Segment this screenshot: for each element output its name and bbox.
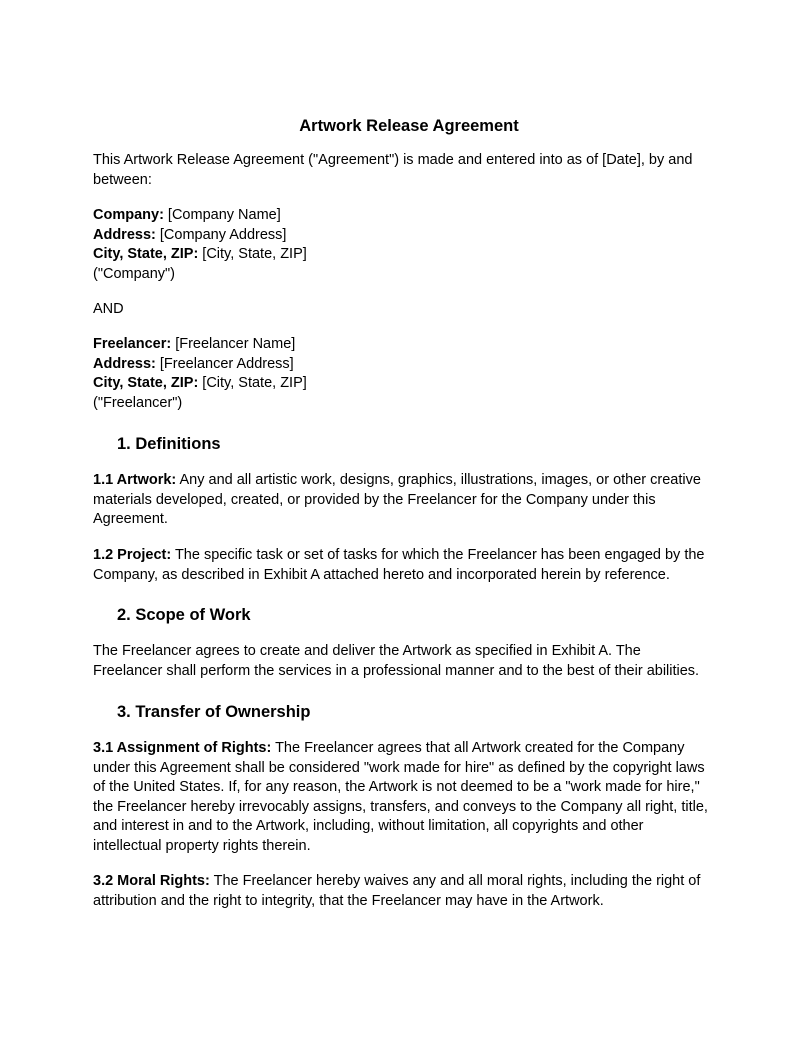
freelancer-address-line xyxy=(93,355,307,375)
intro-line: between: xyxy=(93,171,152,188)
clause-label: 3.1 Assignment of Rights: xyxy=(93,740,272,756)
freelancer-address-value: [Freelancer Address] xyxy=(155,355,294,372)
clause-line: Agreement. xyxy=(93,511,168,527)
clause-line: materials developed, created, or provided by the Freelancer for the Company under this xyxy=(93,491,656,508)
intro-paragraph xyxy=(93,151,692,190)
clause-label: 1.2 Project: xyxy=(93,547,172,563)
company-city-label: City, State, ZIP: xyxy=(93,246,199,262)
company-label: Company: xyxy=(93,207,164,223)
section-heading-scope-of-work: 2. Scope of Work xyxy=(117,606,251,624)
freelancer-city-line xyxy=(93,374,307,394)
clause-1-2 xyxy=(93,546,704,585)
clause-label: 1.1 Artwork: xyxy=(93,472,177,488)
company-address-label: Address: xyxy=(93,226,156,243)
clause-3-2 xyxy=(93,872,700,911)
company-value: [Company Name] xyxy=(163,207,281,223)
freelancer-designation: ("Freelancer") xyxy=(93,394,183,411)
section-heading-transfer-of-ownership: 3. Transfer of Ownership xyxy=(117,703,311,721)
clause-line: under this Agreement shall be considered "work made for hire" as defined by the copyright laws xyxy=(93,759,705,776)
body-line: The Freelancer agrees to create and deliver the Artwork as specified in Exhibit A. The xyxy=(93,643,641,659)
freelancer-label: Freelancer: xyxy=(93,336,172,352)
and-separator: AND xyxy=(93,301,124,317)
clause-line xyxy=(93,471,701,491)
clause-line xyxy=(93,872,700,892)
clause-text: Any and all artistic work, designs, graphics, illustrations, images, or other creative xyxy=(176,472,701,488)
clause-line: of the United States. If, for any reason, the Artwork is not deemed to be a "work made for hire," xyxy=(93,779,700,795)
clause-line: Company, as described in Exhibit A attached hereto and incorporated herein by reference. xyxy=(93,566,670,583)
company-city-line xyxy=(93,245,307,265)
company-address-value: [Company Address] xyxy=(155,226,287,243)
freelancer-city-value: [City, State, ZIP] xyxy=(198,375,307,391)
company-address-line xyxy=(93,226,307,246)
clause-text: The Freelancer agrees that all Artwork created for the Company xyxy=(271,740,685,756)
clause-3-1 xyxy=(93,739,708,856)
clause-label: 3.2 Moral Rights: xyxy=(93,873,210,889)
freelancer-name-line xyxy=(93,335,307,355)
section-heading-definitions: 1. Definitions xyxy=(117,435,221,453)
document-title: Artwork Release Agreement xyxy=(299,117,519,135)
freelancer-city-label: City, State, ZIP: xyxy=(93,375,199,391)
company-name-line xyxy=(93,206,307,226)
clause-line xyxy=(93,739,708,759)
scope-of-work-body xyxy=(93,642,699,681)
clause-line: and interest in and to the Artwork, including, without limitation, all copyrights and other xyxy=(93,818,644,834)
company-block xyxy=(93,206,307,284)
clause-text: The specific task or set of tasks for which the Freelancer has been engaged by the xyxy=(171,547,705,563)
intro-line: This Artwork Release Agreement ("Agreement") is made and entered into as of [Date], by and xyxy=(93,152,693,168)
clause-line: the Freelancer hereby irrevocably assigns, transfers, and conveys to the Company all right, title, xyxy=(93,798,708,815)
clause-1-1 xyxy=(93,471,701,530)
clause-line: attribution and the right to integrity, that the Freelancer may have in the Artwork. xyxy=(93,892,604,909)
freelancer-value: [Freelancer Name] xyxy=(171,336,296,352)
clause-line xyxy=(93,546,704,566)
company-city-value: [City, State, ZIP] xyxy=(198,246,307,262)
company-designation: ("Company") xyxy=(93,265,176,282)
clause-text: The Freelancer hereby waives any and all moral rights, including the right of xyxy=(209,873,701,889)
freelancer-block xyxy=(93,335,307,413)
clause-line: intellectual property rights therein. xyxy=(93,837,311,854)
freelancer-address-label: Address: xyxy=(93,355,156,372)
body-line: Freelancer shall perform the services in a professional manner and to the best of their abilities. xyxy=(93,662,700,679)
